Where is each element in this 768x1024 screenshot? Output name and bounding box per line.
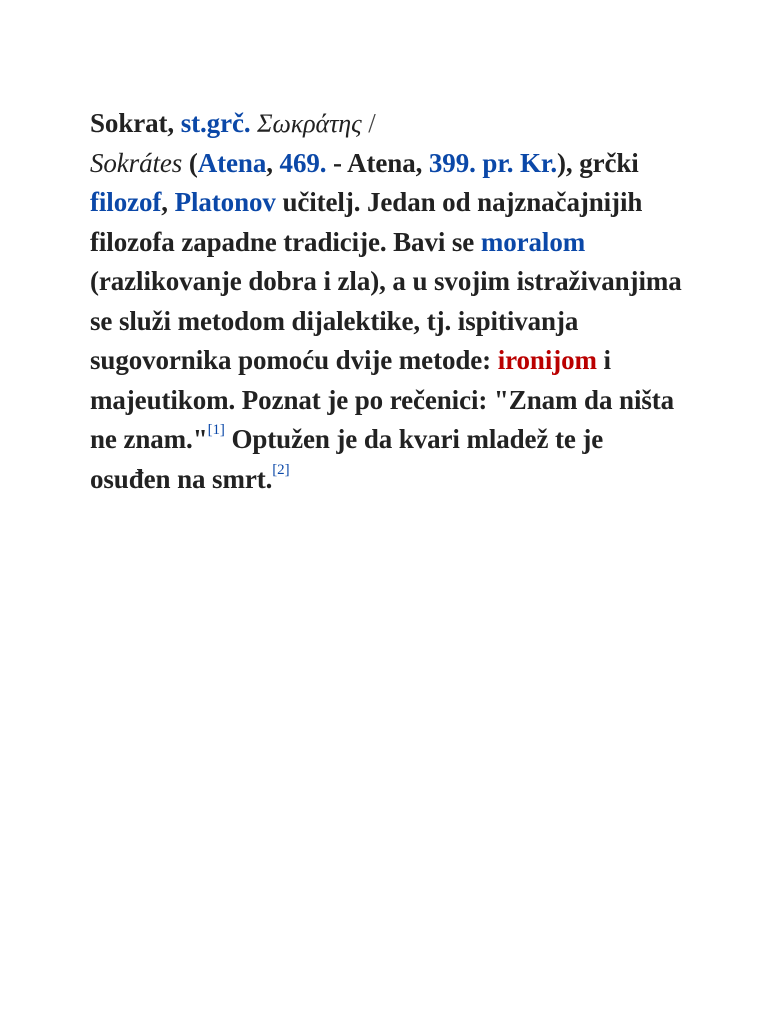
- greek-name: Σωκράτης: [257, 109, 362, 138]
- reference-2: [272, 462, 289, 478]
- text-fragment: ,: [161, 187, 175, 217]
- text-fragment: Optužen je da kvari mladež te je osuđen na smrt.: [90, 424, 604, 494]
- transliterated-name: Sokrátes: [90, 147, 183, 178]
- text-fragment: ,: [266, 147, 280, 178]
- morality-link[interactable]: moralom: [480, 226, 586, 257]
- reference-2-link[interactable]: [2]: [272, 461, 290, 478]
- text-fragment: grčki: [579, 147, 639, 178]
- slash-separator: /: [361, 108, 376, 138]
- death-year-link[interactable]: 399. pr. Kr.: [428, 147, 557, 178]
- text-fragment: (razlikovanje dobra i zla), a u svojim istraživanjima se služi metodom dijalektike, tj. ispitivanja sugovornika pomoću dvije metode:: [90, 266, 682, 375]
- text-fragment: - Atena,: [326, 147, 429, 178]
- reference-1: [208, 422, 225, 438]
- lang-link-ancient-greek[interactable]: st.grč.: [180, 108, 251, 138]
- article-paragraph: [90, 104, 690, 499]
- text-fragment: ),: [557, 147, 580, 178]
- irony-link-missing[interactable]: ironijom: [497, 345, 597, 375]
- subject-name: Sokrat: [90, 108, 168, 138]
- plato-link[interactable]: Platonov: [174, 187, 276, 217]
- text-fragment: (: [182, 147, 198, 178]
- philosopher-link[interactable]: filozof: [90, 187, 162, 217]
- birth-year-link[interactable]: 469.: [279, 147, 327, 178]
- text-fragment: ,: [167, 108, 181, 138]
- text-fragment: učitelj. Jedan od najznačajnijih filozofa zapadne tradicije. Bavi se: [90, 187, 643, 257]
- reference-1-link[interactable]: [1]: [207, 422, 225, 438]
- birth-place-link[interactable]: Atena: [197, 147, 267, 178]
- text-fragment: i majeutikom. Poznat je po rečenici: "Znam da ništa ne znam.": [90, 345, 675, 454]
